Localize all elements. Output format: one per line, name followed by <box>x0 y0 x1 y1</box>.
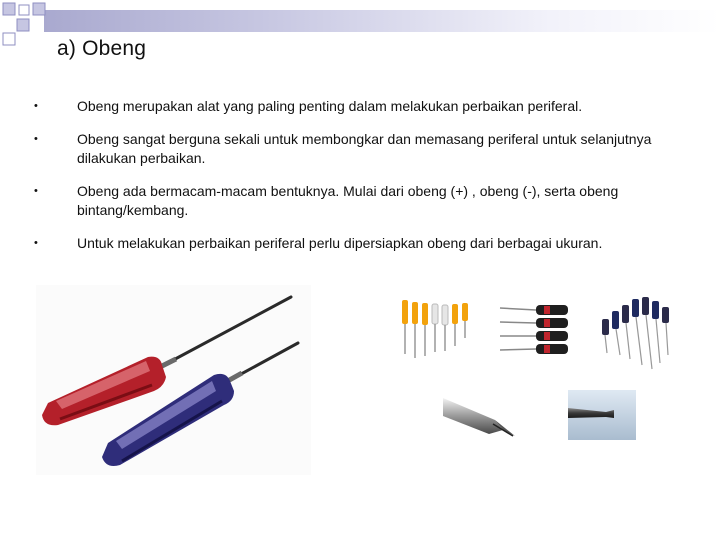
header-band <box>44 10 720 32</box>
decor-squares <box>0 0 60 48</box>
bullet-text: Obeng merupakan alat yang paling penting dalam melakukan perbaikan periferal. <box>77 98 583 114</box>
bullet-marker: • <box>34 237 38 249</box>
bullet-item <box>34 234 694 253</box>
bullet-text: Obeng ada bermacam-macam bentuknya. Mulai dari obeng (+) , obeng (-), serta obeng bintang/kembang. <box>77 183 619 218</box>
orange-screwdriver-set-photo <box>396 296 476 371</box>
flat-blade-tip-photo <box>568 390 636 440</box>
black-red-screwdrivers-photo <box>492 296 574 366</box>
phillips-tip-closeup-photo <box>443 390 528 450</box>
bullet-marker: • <box>34 133 38 145</box>
bullet-text: Untuk melakukan perbaikan periferal perlu dipersiapkan obeng dari berbagai ukuran. <box>77 235 603 251</box>
bullet-marker: • <box>34 100 38 112</box>
bullet-item <box>34 182 694 220</box>
two-screwdrivers-photo <box>36 285 311 475</box>
slide-title: a) Obeng <box>57 37 147 60</box>
bullet-marker: • <box>34 185 38 197</box>
bullet-list <box>34 97 694 267</box>
bullet-item <box>34 130 694 168</box>
precision-screwdriver-set-photo <box>596 293 676 378</box>
bullet-text: Obeng sangat berguna sekali untuk membongkar dan memasang periferal untuk selanjutnya dilakukan perbaikan. <box>77 131 652 166</box>
bullet-item <box>34 97 694 116</box>
